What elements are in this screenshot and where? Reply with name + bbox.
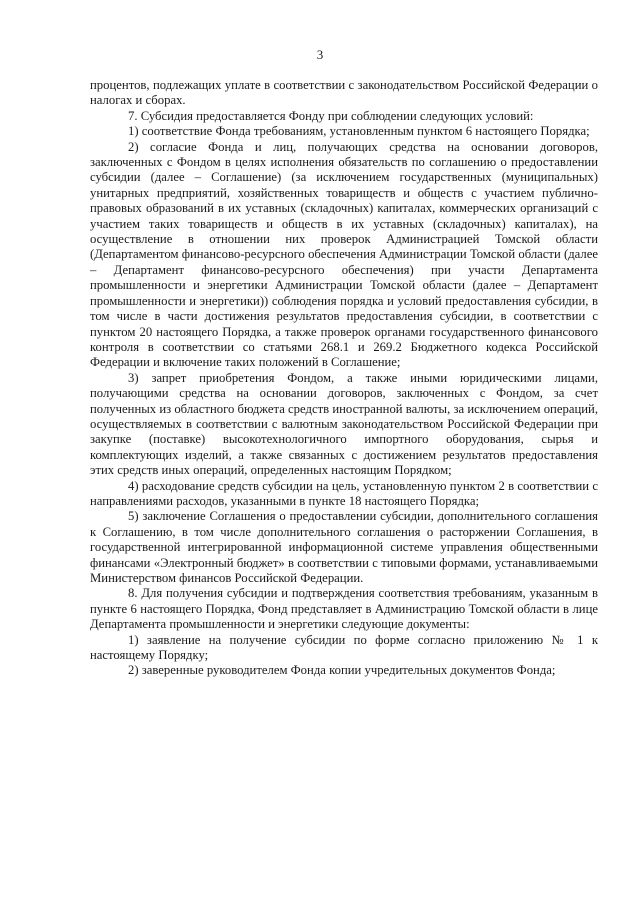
paragraph-clause-7-item-5: 5) заключение Соглашения о предоставлении субсидии, дополнительного соглашения к Соглашению, в том числе дополнительного соглашения о расторжении Соглашения, в государственной интегрированной информационной системе управления общественными финансами «Электронный бюджет» в соответствии с типовыми формами, устанавливаемыми Министерством финансов Российской Федерации. bbox=[90, 509, 598, 585]
paragraph-clause-7-item-2: 2) согласие Фонда и лиц, получающих средства на основании договоров, заключенных с Фондом в целях исполнения обязательств по соглашению о предоставлении субсидии (далее – Соглашение) (за исключением государственных (муниципальных) унитарных предприятий, хозяйственных товариществ и обществ с участием публично-правовых образований в их уставных (складочных) капиталах, коммерческих организаций с участием таких товариществ и обществ в их уставных (складочных) капиталах), на осуществление в отношении них проверок Администрацией Томской области (Департаментом финансово-ресурсного обеспечения Администрации Томской области (далее – Департамент финансово-ресурсного обеспечения) при участи Департамента промышленности и энергетики Администрации Томской области (далее – Департамент промышленности и энергетики)) соблюдения порядка и условий предоставления субсидии, в том числе в части достижения результатов предоставления субсидии, в соответствии с пунктом 20 настоящего Порядка, а также проверок органами государственного финансового контроля в соответствии со статьями 268.1 и 269.2 Бюджетного кодекса Российской Федерации и включение таких положений в Соглашение; bbox=[90, 139, 598, 370]
document-body bbox=[90, 78, 598, 679]
paragraph-clause-8: 8. Для получения субсидии и подтверждения соответствия требованиям, указанным в пункте 6 настоящего Порядка, Фонд представляет в Администрацию Томской области в лице Департамента промышленности и энергетики следующие документы: bbox=[90, 586, 598, 632]
paragraph-clause-7-item-1: 1) соответствие Фонда требованиям, установленным пунктом 6 настоящего Порядка; bbox=[128, 124, 590, 139]
paragraph-clause-7-item-4: 4) расходование средств субсидии на цель, установленную пунктом 2 в соответствии с направлениями расходов, указанными в пункте 18 настоящего Порядка; bbox=[90, 478, 598, 508]
paragraph-clause-8-item-2: 2) заверенные руководителем Фонда копии учредительных документов Фонда; bbox=[128, 663, 556, 678]
paragraph-clause-8-item-1: 1) заявление на получение субсидии по форме согласно приложению № 1 к настоящему Порядку; bbox=[90, 632, 598, 663]
paragraph-clause-7: 7. Субсидия предоставляется Фонду при соблюдении следующих условий: bbox=[128, 108, 534, 123]
page-number: 3 bbox=[316, 47, 324, 62]
paragraph-continuation: процентов, подлежащих уплате в соответствии с законодательством Российской Федерации о налогах и сборах. bbox=[90, 78, 598, 108]
paragraph-clause-7-item-3: 3) запрет приобретения Фондом, а также иными юридическими лицами, получающими средства на основании договоров, заключенных с Фондом, за счет полученных из областного бюджета средств иностранной валюты, за исключением операций, осуществляемых в соответствии с валютным законодательством Российской Федерации при закупке (поставке) высокотехнологичного импортного оборудования, сырья и комплектующих изделий, а также связанных с достижением результатов предоставления этих средств иных операций, определенных настоящим Порядком; bbox=[90, 370, 598, 478]
